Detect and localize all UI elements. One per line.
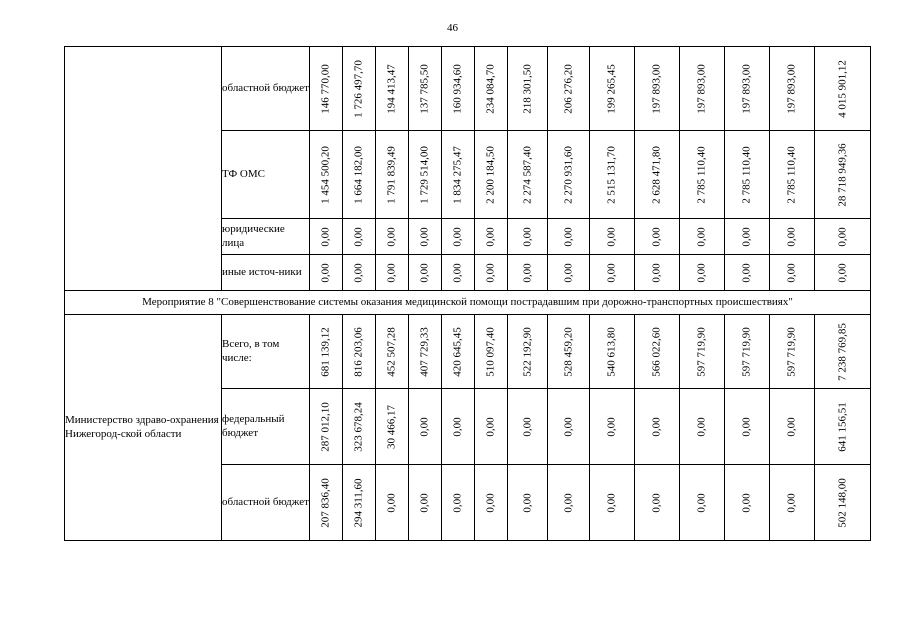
value-text: 0,00 [418,416,431,437]
value-cell [590,389,635,465]
value-text: 0,00 [605,226,618,247]
value-cell [310,219,343,255]
value-text: 0,00 [740,416,753,437]
value-cell [376,131,409,219]
value-text: 2 270 931,60 [561,145,574,204]
value-text: 0,00 [561,492,574,513]
value-text: 2 785 110,40 [695,145,708,204]
value-cell [770,255,815,291]
value-cell [590,315,635,389]
value-text: 146 770,00 [319,63,332,114]
value-cell [548,219,590,255]
value-cell [590,131,635,219]
value-cell [635,219,680,255]
value-text: 502 148,00 [835,477,848,528]
value-text: 1 791 839,49 [385,145,398,204]
value-cell [680,315,725,389]
value-text: 0,00 [319,226,332,247]
value-cell [508,389,548,465]
value-cell [442,255,475,291]
value-text: 0,00 [418,492,431,513]
source-label: областной бюджет [222,47,310,131]
value-cell [376,389,409,465]
value-cell [343,389,376,465]
value-text: 2 200 184,50 [484,145,497,204]
value-text: 0,00 [418,226,431,247]
value-cell [770,315,815,389]
value-text: 234 084,70 [484,63,497,114]
value-text: 1 726 497,70 [352,59,365,118]
empty-org-cell [65,47,222,291]
value-text: 522 192,90 [520,326,533,377]
value-text: 0,00 [740,226,753,247]
value-cell [590,219,635,255]
value-text: 0,00 [695,226,708,247]
value-cell [343,219,376,255]
value-cell [815,465,871,541]
value-text: 287 012,10 [319,401,332,452]
value-cell [475,465,508,541]
value-text: 0,00 [451,226,464,247]
source-label: ТФ ОМС [222,131,310,219]
value-cell [343,255,376,291]
value-text: 0,00 [561,226,574,247]
value-text: 0,00 [561,262,574,283]
value-text: 0,00 [352,226,365,247]
value-cell [475,219,508,255]
value-cell [310,465,343,541]
value-text: 816 203,06 [352,326,365,377]
value-text: 30 466,17 [385,404,398,449]
value-text: 0,00 [520,262,533,283]
value-cell [475,47,508,131]
value-text: 0,00 [785,262,798,283]
value-text: 0,00 [740,262,753,283]
value-text: 294 311,60 [352,477,365,528]
value-cell [442,389,475,465]
value-cell [442,47,475,131]
value-text: 0,00 [785,492,798,513]
value-text: 0,00 [520,416,533,437]
value-cell [725,315,770,389]
value-cell [475,255,508,291]
value-text: 407 729,33 [418,326,431,377]
funding-table [64,46,871,541]
value-text: 0,00 [352,262,365,283]
value-cell [475,315,508,389]
value-text: 194 413,47 [385,63,398,114]
value-text: 0,00 [484,416,497,437]
value-cell [548,315,590,389]
value-text: 0,00 [484,262,497,283]
value-text: 0,00 [451,262,464,283]
value-text: 197 893,00 [740,63,753,114]
value-cell [442,131,475,219]
value-cell [409,315,442,389]
value-cell [548,131,590,219]
value-cell [815,389,871,465]
value-text: 540 613,80 [605,326,618,377]
value-cell [815,219,871,255]
measure-title: Мероприятие 8 "Совершенствование системы оказания медицинской помощи пострадавшим при дорожно-транспортных происшествиях" [65,291,871,315]
source-label: областной бюджет [222,465,310,541]
value-text: 597 719,90 [695,326,708,377]
table-row-total [65,315,871,389]
value-text: 1 729 514,00 [418,145,431,204]
value-text: 0,00 [785,226,798,247]
value-cell [343,131,376,219]
value-text: 597 719,90 [740,326,753,377]
value-text: 1 834 275,47 [451,145,464,204]
value-cell [815,47,871,131]
value-cell [725,465,770,541]
value-cell [475,131,508,219]
value-cell [475,389,508,465]
value-cell [725,47,770,131]
value-cell [548,465,590,541]
value-cell [508,131,548,219]
value-cell [725,389,770,465]
value-cell [680,131,725,219]
value-text: 218 301,50 [520,63,533,114]
value-cell [725,219,770,255]
value-cell [590,255,635,291]
value-text: 0,00 [484,492,497,513]
value-text: 197 893,00 [785,63,798,114]
value-text: 597 719,90 [785,326,798,377]
value-text: 0,00 [561,416,574,437]
value-cell [635,47,680,131]
value-text: 0,00 [650,226,663,247]
value-text: 323 678,24 [352,401,365,452]
value-cell [770,465,815,541]
value-cell [680,255,725,291]
source-label: федеральный бюджет [222,389,310,465]
value-text: 0,00 [605,262,618,283]
value-text: 0,00 [520,226,533,247]
table-row-oblast [65,47,871,131]
value-cell [815,131,871,219]
value-cell [376,47,409,131]
value-text: 0,00 [650,492,663,513]
value-cell [815,315,871,389]
value-text: 1 454 500,20 [319,145,332,204]
value-text: 2 274 587,40 [520,145,533,204]
value-text: 0,00 [740,492,753,513]
value-text: 7 238 769,85 [835,322,848,381]
value-text: 0,00 [695,416,708,437]
value-text: 4 015 901,12 [835,59,848,118]
source-label: Всего, в том числе: [222,315,310,389]
value-cell [815,255,871,291]
value-cell [635,131,680,219]
value-text: 681 139,12 [319,326,332,377]
value-cell [635,465,680,541]
value-text: 0,00 [695,262,708,283]
value-text: 137 785,50 [418,63,431,114]
value-cell [508,219,548,255]
value-text: 1 664 182,00 [352,145,365,204]
value-cell [508,255,548,291]
value-text: 641 156,51 [835,401,848,452]
value-text: 0,00 [835,226,848,247]
value-text: 2 515 131,70 [605,145,618,204]
value-text: 0,00 [650,416,663,437]
value-cell [635,255,680,291]
value-cell [310,47,343,131]
value-text: 0,00 [484,226,497,247]
value-text: 0,00 [835,262,848,283]
value-text: 0,00 [605,416,618,437]
value-cell [548,255,590,291]
ministry-name: Министерство здраво-охранения Нижегород-ской области [65,315,222,541]
value-cell [680,465,725,541]
value-cell [310,131,343,219]
value-cell [442,219,475,255]
value-cell [409,389,442,465]
value-cell [376,219,409,255]
value-text: 0,00 [650,262,663,283]
value-text: 28 718 949,36 [835,142,848,207]
value-cell [409,255,442,291]
value-cell [770,47,815,131]
value-cell [376,315,409,389]
value-text: 0,00 [385,492,398,513]
value-cell [343,465,376,541]
value-text: 0,00 [418,262,431,283]
value-text: 420 645,45 [451,326,464,377]
value-cell [442,465,475,541]
value-cell [770,219,815,255]
value-cell [442,315,475,389]
value-text: 510 097,40 [484,326,497,377]
value-text: 528 459,20 [561,326,574,377]
value-text: 197 893,00 [695,63,708,114]
value-text: 0,00 [451,416,464,437]
value-text: 0,00 [605,492,618,513]
source-label: юридические лица [222,219,310,255]
value-cell [409,465,442,541]
value-cell [343,315,376,389]
value-cell [770,131,815,219]
value-text: 0,00 [319,262,332,283]
value-cell [409,47,442,131]
value-cell [310,389,343,465]
value-text: 452 507,28 [385,326,398,377]
value-text: 0,00 [451,492,464,513]
value-cell [590,465,635,541]
value-cell [725,131,770,219]
value-cell [376,255,409,291]
value-cell [409,219,442,255]
value-text: 199 265,45 [605,63,618,114]
value-text: 566 022,60 [650,326,663,377]
value-cell [343,47,376,131]
value-text: 160 934,60 [451,63,464,114]
value-text: 197 893,00 [650,63,663,114]
value-cell [508,47,548,131]
value-cell [310,315,343,389]
value-text: 0,00 [695,492,708,513]
value-text: 2 628 471,80 [650,145,663,204]
value-text: 0,00 [785,416,798,437]
value-cell [680,389,725,465]
measure-title-row [65,291,871,315]
value-text: 2 785 110,40 [740,145,753,204]
value-cell [376,465,409,541]
page-number: 46 [447,22,458,34]
value-cell [770,389,815,465]
source-label: иные источ-ники [222,255,310,291]
value-text: 0,00 [385,262,398,283]
value-cell [310,255,343,291]
value-text: 2 785 110,40 [785,145,798,204]
value-cell [548,47,590,131]
value-cell [508,465,548,541]
value-cell [548,389,590,465]
value-text: 0,00 [520,492,533,513]
value-cell [635,389,680,465]
value-cell [508,315,548,389]
value-cell [590,47,635,131]
value-text: 0,00 [385,226,398,247]
value-cell [680,47,725,131]
value-text: 206 276,20 [561,63,574,114]
value-cell [409,131,442,219]
value-text: 207 836,40 [319,477,332,528]
value-cell [635,315,680,389]
value-cell [725,255,770,291]
value-cell [680,219,725,255]
